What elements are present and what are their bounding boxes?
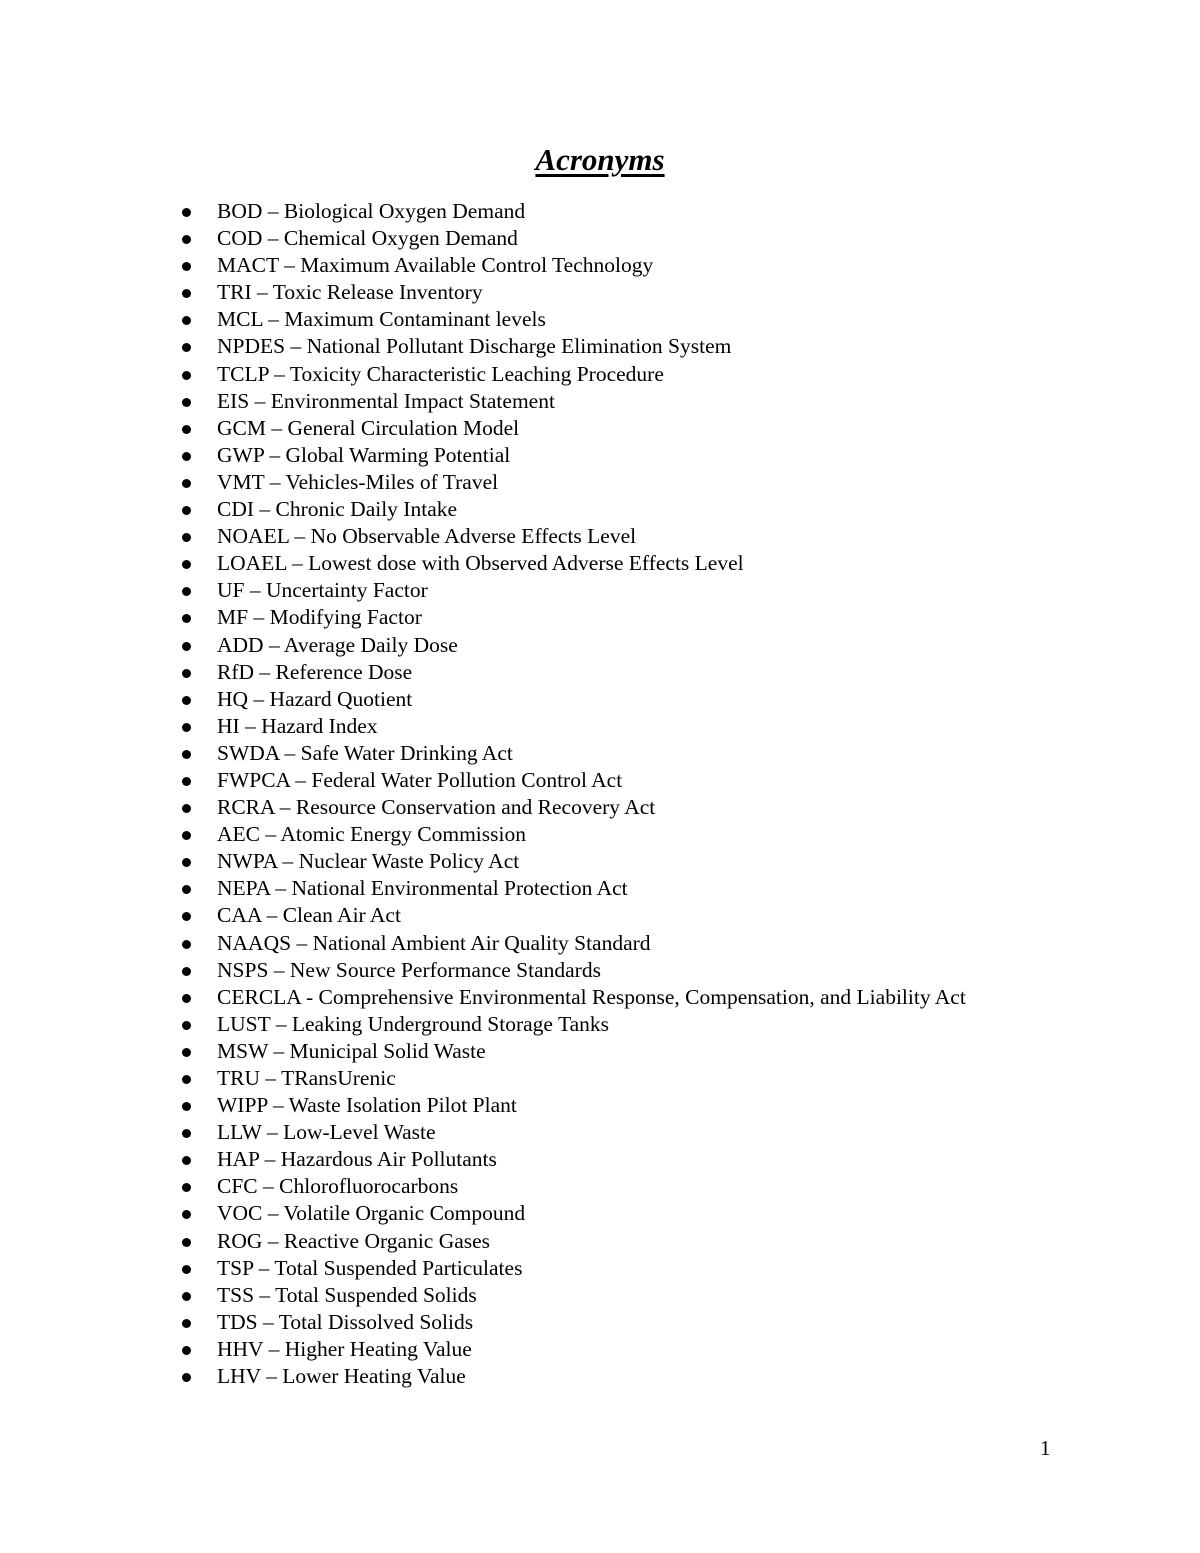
- list-item: [182, 1228, 966, 1255]
- list-item: [182, 740, 966, 767]
- list-item: [182, 577, 966, 604]
- bullet-icon: [182, 262, 191, 271]
- list-item: [182, 279, 966, 306]
- list-item-text: ROG – Reactive Organic Gases: [217, 1228, 491, 1253]
- list-item: [182, 388, 966, 415]
- list-item: [182, 198, 966, 225]
- list-item-text: LLW – Low-Level Waste: [217, 1120, 436, 1145]
- list-item: [182, 1065, 966, 1092]
- bullet-icon: [182, 560, 191, 569]
- list-item: [182, 252, 966, 279]
- bullet-icon: [182, 831, 191, 840]
- list-item-text: NOAEL – No Observable Adverse Effects Level: [217, 524, 637, 549]
- list-item: [182, 848, 966, 875]
- list-item-text: CERCLA - Comprehensive Environmental Response, Compensation, and Liability Act: [217, 984, 966, 1009]
- list-item: [182, 1336, 966, 1363]
- list-item-text: TSS – Total Suspended Solids: [217, 1282, 477, 1307]
- bullet-icon: [182, 858, 191, 867]
- bullet-icon: [182, 750, 191, 759]
- bullet-icon: [182, 208, 191, 217]
- bullet-icon: [182, 533, 191, 542]
- list-item-text: HHV – Higher Heating Value: [217, 1336, 472, 1361]
- list-item: [182, 632, 966, 659]
- list-item-text: NEPA – National Environmental Protection Act: [217, 876, 628, 901]
- list-item-text: CFC – Chlorofluorocarbons: [217, 1174, 459, 1199]
- bullet-icon: [182, 912, 191, 921]
- list-item: [182, 550, 966, 577]
- list-item-text: HI – Hazard Index: [217, 713, 378, 738]
- list-item-text: GCM – General Circulation Model: [217, 415, 520, 440]
- list-item-text: NWPA – Nuclear Waste Policy Act: [217, 849, 520, 874]
- list-item-text: FWPCA – Federal Water Pollution Control Act: [217, 767, 623, 792]
- list-item-text: RfD – Reference Dose: [217, 659, 413, 684]
- bullet-icon: [182, 235, 191, 244]
- bullet-icon: [182, 587, 191, 596]
- list-item: [182, 794, 966, 821]
- list-item: [182, 821, 966, 848]
- list-item: [182, 1119, 966, 1146]
- list-item: [182, 604, 966, 631]
- bullet-icon: [182, 506, 191, 515]
- bullet-icon: [182, 1021, 191, 1030]
- list-item-text: WIPP – Waste Isolation Pilot Plant: [217, 1093, 517, 1118]
- bullet-icon: [182, 940, 191, 949]
- list-item-text: NPDES – National Pollutant Discharge Elimination System: [217, 334, 732, 359]
- list-item: [182, 957, 966, 984]
- bullet-icon: [182, 1319, 191, 1328]
- bullet-icon: [182, 398, 191, 407]
- list-item-text: HAP – Hazardous Air Pollutants: [217, 1147, 497, 1172]
- bullet-icon: [182, 696, 191, 705]
- bullet-icon: [182, 1102, 191, 1111]
- list-item: [182, 1309, 966, 1336]
- list-item: [182, 442, 966, 469]
- list-item-text: TDS – Total Dissolved Solids: [217, 1309, 474, 1334]
- bullet-icon: [182, 1075, 191, 1084]
- list-item-text: AEC – Atomic Energy Commission: [217, 822, 526, 847]
- list-item: [182, 306, 966, 333]
- list-item: [182, 713, 966, 740]
- list-item: [182, 415, 966, 442]
- list-item: [182, 1363, 966, 1390]
- bullet-icon: [182, 1210, 191, 1219]
- bullet-icon: [182, 1129, 191, 1138]
- list-item: [182, 361, 966, 388]
- list-item: [182, 1092, 966, 1119]
- bullet-icon: [182, 885, 191, 894]
- bullet-icon: [182, 777, 191, 786]
- list-item-text: NAAQS – National Ambient Air Quality Standard: [217, 930, 651, 955]
- bullet-icon: [182, 1238, 191, 1247]
- bullet-icon: [182, 371, 191, 380]
- bullet-icon: [182, 723, 191, 732]
- bullet-icon: [182, 804, 191, 813]
- list-item: [182, 225, 966, 252]
- bullet-icon: [182, 994, 191, 1003]
- list-item-text: HQ – Hazard Quotient: [217, 686, 413, 711]
- list-item: [182, 523, 966, 550]
- list-item-text: MACT – Maximum Available Control Technology: [217, 253, 654, 278]
- bullet-icon: [182, 1265, 191, 1274]
- bullet-icon: [182, 425, 191, 434]
- list-item: [182, 686, 966, 713]
- list-item: [182, 1011, 966, 1038]
- list-item: [182, 1282, 966, 1309]
- bullet-icon: [182, 1373, 191, 1382]
- list-item-text: TSP – Total Suspended Particulates: [217, 1255, 523, 1280]
- list-item-text: SWDA – Safe Water Drinking Act: [217, 740, 513, 765]
- list-item: [182, 1173, 966, 1200]
- list-item: [182, 1200, 966, 1227]
- bullet-icon: [182, 479, 191, 488]
- acronym-list: [182, 198, 966, 1390]
- list-item: [182, 1255, 966, 1282]
- list-item-text: UF – Uncertainty Factor: [217, 578, 428, 603]
- list-item: [182, 659, 966, 686]
- list-item-text: CDI – Chronic Daily Intake: [217, 497, 458, 522]
- list-item-text: ADD – Average Daily Dose: [217, 632, 458, 657]
- list-item-text: LUST – Leaking Underground Storage Tanks: [217, 1011, 610, 1036]
- list-item-text: TRI – Toxic Release Inventory: [217, 280, 483, 305]
- list-item-text: LHV – Lower Heating Value: [217, 1364, 466, 1389]
- list-item: [182, 496, 966, 523]
- list-item-text: MCL – Maximum Contaminant levels: [217, 307, 546, 332]
- bullet-icon: [182, 1048, 191, 1057]
- list-item-text: NSPS – New Source Performance Standards: [217, 957, 601, 982]
- list-item-text: MF – Modifying Factor: [217, 605, 422, 630]
- list-item: [182, 930, 966, 957]
- bullet-icon: [182, 1156, 191, 1165]
- list-item-text: EIS – Environmental Impact Statement: [217, 388, 555, 413]
- bullet-icon: [182, 642, 191, 651]
- list-item-text: TCLP – Toxicity Characteristic Leaching Procedure: [217, 361, 664, 386]
- list-item-text: GWP – Global Warming Potential: [217, 442, 511, 467]
- list-item-text: LOAEL – Lowest dose with Observed Adverse Effects Level: [217, 551, 744, 576]
- bullet-icon: [182, 316, 191, 325]
- bullet-icon: [182, 1346, 191, 1355]
- list-item: [182, 1038, 966, 1065]
- list-item-text: CAA – Clean Air Act: [217, 903, 401, 928]
- list-item-text: VOC – Volatile Organic Compound: [217, 1201, 526, 1226]
- list-item: [182, 984, 966, 1011]
- list-item: [182, 875, 966, 902]
- list-item-text: RCRA – Resource Conservation and Recovery Act: [217, 795, 656, 820]
- page-title: Acronyms: [535, 142, 665, 177]
- bullet-icon: [182, 452, 191, 461]
- bullet-icon: [182, 967, 191, 976]
- bullet-icon: [182, 1183, 191, 1192]
- list-item: [182, 767, 966, 794]
- page-number: 1: [1040, 1436, 1051, 1460]
- list-item-text: TRU – TRansUrenic: [217, 1066, 396, 1090]
- list-item-text: COD – Chemical Oxygen Demand: [217, 226, 518, 251]
- list-item: [182, 1146, 966, 1173]
- list-item-text: MSW – Municipal Solid Waste: [217, 1038, 486, 1063]
- list-item: [182, 469, 966, 496]
- list-item: [182, 902, 966, 929]
- list-item-text: VMT – Vehicles-Miles of Travel: [217, 469, 499, 494]
- bullet-icon: [182, 614, 191, 623]
- bullet-icon: [182, 343, 191, 352]
- list-item: [182, 333, 966, 360]
- bullet-icon: [182, 289, 191, 298]
- list-item-text: BOD – Biological Oxygen Demand: [217, 199, 526, 223]
- bullet-icon: [182, 1292, 191, 1301]
- bullet-icon: [182, 669, 191, 678]
